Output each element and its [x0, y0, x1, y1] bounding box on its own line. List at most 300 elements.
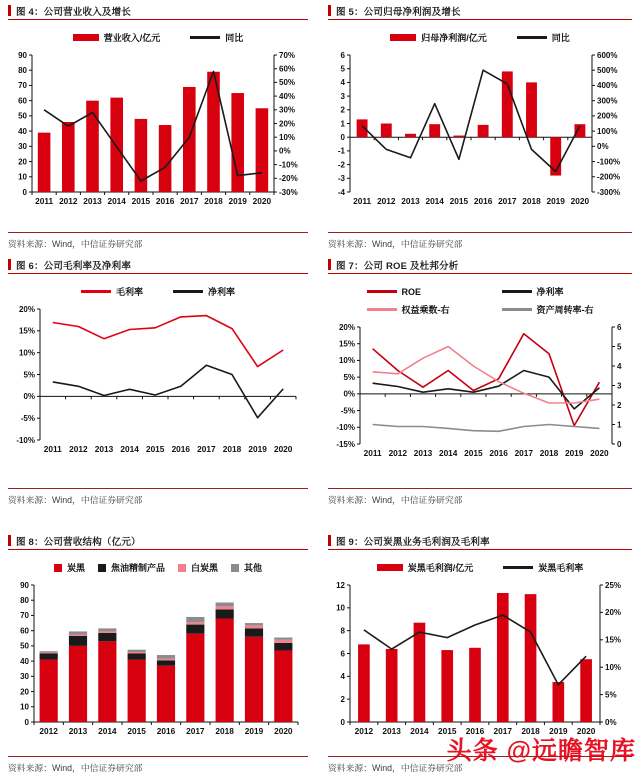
svg-text:2: 2 [340, 105, 345, 115]
svg-text:-10%: -10% [16, 435, 35, 445]
bar-segment [128, 650, 146, 652]
bar [478, 125, 489, 137]
svg-text:6: 6 [340, 50, 345, 60]
bar-segment [40, 660, 58, 722]
svg-text:2014: 2014 [98, 726, 117, 736]
source-note [8, 757, 308, 774]
svg-text:2019: 2019 [228, 196, 247, 206]
svg-text:5%: 5% [23, 370, 35, 380]
figure-title-row [328, 258, 632, 271]
svg-text:3: 3 [617, 381, 622, 391]
svg-text:3: 3 [340, 91, 345, 101]
legend-sq-swatch [178, 564, 186, 572]
title-rule [8, 19, 308, 20]
source-value: Wind，中信证券研究部 [52, 239, 143, 249]
bar [231, 93, 244, 192]
svg-text:6: 6 [340, 649, 345, 659]
svg-text:2013: 2013 [68, 726, 88, 736]
bar [580, 659, 592, 722]
legend-label: 炭黑 [66, 563, 85, 573]
left-axis [16, 305, 40, 445]
bar-segment [274, 640, 292, 643]
source-footer [8, 232, 308, 250]
category-axis [32, 192, 274, 195]
left-axis [18, 51, 32, 197]
chart-canvas-holder [8, 303, 308, 455]
source-label: 资料来源： [8, 239, 52, 249]
source-value: Wind，中信证券研究部 [372, 239, 463, 249]
svg-text:2012: 2012 [354, 726, 374, 736]
svg-text:5: 5 [617, 342, 622, 352]
svg-text:2020: 2020 [576, 726, 596, 736]
svg-text:2014: 2014 [120, 444, 139, 454]
svg-text:300%: 300% [597, 96, 618, 106]
bar-segment [98, 633, 116, 641]
svg-text:2013: 2013 [83, 196, 102, 206]
bar [453, 136, 464, 138]
bar-segment [40, 653, 58, 654]
source-footer [328, 232, 632, 250]
svg-text:40: 40 [20, 656, 29, 666]
svg-text:15%: 15% [605, 635, 622, 645]
svg-text:4: 4 [617, 361, 622, 371]
bar-segment [216, 603, 234, 607]
bar-segment [186, 617, 204, 622]
svg-text:10%: 10% [605, 663, 622, 672]
svg-text:0: 0 [617, 439, 622, 449]
legend-label: 白炭黑 [191, 563, 219, 573]
svg-text:2020: 2020 [252, 196, 272, 206]
svg-text:2013: 2013 [401, 196, 420, 206]
svg-text:2016: 2016 [155, 196, 175, 206]
svg-text:2020: 2020 [273, 444, 293, 454]
bar [469, 648, 481, 722]
svg-text:2013: 2013 [382, 726, 401, 736]
title-rule [8, 549, 308, 550]
svg-text:2013: 2013 [94, 444, 114, 454]
x-axis-labels [353, 196, 589, 206]
chart-svg-fig6 [8, 303, 308, 455]
legend-item-0 [377, 561, 474, 574]
legend-label: 其他 [244, 563, 263, 573]
svg-text:2012: 2012 [39, 726, 58, 736]
svg-text:10%: 10% [338, 356, 355, 366]
svg-text:40: 40 [18, 126, 27, 136]
svg-text:5%: 5% [343, 372, 355, 382]
svg-text:-100%: -100% [597, 157, 621, 167]
svg-text:2: 2 [617, 400, 622, 410]
bar-segment [216, 618, 234, 722]
svg-text:-20%: -20% [279, 174, 298, 184]
bar-series-0 [358, 593, 592, 722]
svg-text:40%: 40% [279, 91, 296, 101]
bar-segment [245, 625, 263, 628]
legend-sq-swatch [54, 564, 62, 572]
svg-text:2016: 2016 [171, 444, 191, 454]
legend-item-0 [73, 31, 161, 44]
bar-segment [128, 660, 146, 722]
title-rule [8, 273, 308, 274]
svg-text:20%: 20% [605, 608, 622, 618]
svg-text:2019: 2019 [546, 196, 565, 206]
title-accent-bar [8, 259, 11, 270]
bar-segment [274, 638, 292, 640]
svg-text:0%: 0% [597, 142, 609, 152]
source-value: Wind，中信证券研究部 [52, 495, 143, 505]
chart-svg-fig8 [8, 579, 308, 737]
svg-text:-30%: -30% [279, 187, 298, 197]
title-rule [328, 19, 632, 20]
title-rule [328, 549, 632, 550]
legend-item-1 [517, 31, 570, 44]
chart-svg-fig5 [328, 49, 632, 207]
chart-canvas-holder [8, 579, 308, 737]
figure-title-row [8, 258, 308, 271]
legend-item-2 [367, 303, 450, 316]
bar [256, 108, 269, 192]
legend-sq-swatch [98, 564, 106, 572]
svg-text:30: 30 [18, 142, 27, 152]
svg-text:0: 0 [340, 717, 345, 727]
line-series-0 [362, 70, 580, 171]
svg-text:4: 4 [340, 672, 345, 682]
svg-text:2020: 2020 [274, 726, 293, 736]
svg-text:2017: 2017 [493, 726, 513, 736]
toutiao-watermark: 头条 @远瞻智库 [446, 737, 636, 765]
figure-panel-7 [328, 258, 632, 506]
svg-text:2020: 2020 [590, 448, 609, 458]
legend-item-0 [367, 287, 450, 297]
svg-text:2016: 2016 [465, 726, 485, 736]
bar-segment [216, 609, 234, 618]
legend-item-0 [390, 31, 487, 44]
svg-text:2016: 2016 [156, 726, 176, 736]
bar-segment [69, 636, 87, 646]
left-axis [336, 581, 350, 727]
legend-item-1 [98, 561, 165, 574]
svg-text:12: 12 [336, 580, 345, 590]
svg-text:2018: 2018 [521, 726, 540, 736]
source-label: 资料来源： [328, 239, 372, 249]
svg-text:2018: 2018 [215, 726, 234, 736]
category-axis [350, 722, 600, 725]
svg-text:2018: 2018 [522, 196, 541, 206]
source-value: Wind，中信证券研究部 [372, 763, 463, 773]
bar [405, 134, 416, 137]
bar-segment [245, 623, 263, 625]
x-axis-labels [35, 196, 271, 206]
svg-text:70: 70 [18, 81, 27, 91]
svg-text:-4: -4 [337, 187, 345, 197]
svg-text:50: 50 [18, 111, 27, 121]
legend-label: 焦油精制产品 [110, 563, 165, 573]
legend-label: 毛利率 [115, 287, 143, 297]
svg-text:2018: 2018 [204, 196, 223, 206]
svg-text:2012: 2012 [59, 196, 78, 206]
bar [414, 623, 426, 722]
bar [525, 594, 537, 722]
svg-text:-5%: -5% [20, 413, 35, 423]
svg-text:100%: 100% [597, 126, 618, 136]
bar-segment [157, 666, 175, 722]
svg-text:2014: 2014 [425, 196, 444, 206]
line-series-0 [373, 334, 600, 426]
svg-text:500%: 500% [597, 66, 618, 76]
svg-text:20: 20 [18, 157, 27, 167]
title-accent-bar [328, 259, 331, 270]
source-label: 资料来源： [8, 495, 52, 505]
legend-line-swatch [173, 290, 203, 292]
svg-text:0: 0 [340, 133, 345, 142]
bar [526, 82, 537, 137]
chart-canvas-holder [328, 321, 632, 459]
legend-label: 炭黑毛利率 [538, 563, 584, 573]
source-note [328, 489, 632, 506]
chart-canvas-holder [328, 49, 632, 207]
svg-text:2011: 2011 [35, 196, 54, 206]
figure-title-row [328, 534, 632, 547]
svg-text:0%: 0% [605, 717, 617, 727]
bar-segment [128, 654, 146, 660]
bar-segment [245, 637, 263, 722]
svg-text:30: 30 [20, 672, 29, 682]
category-axis [360, 394, 612, 397]
svg-text:0: 0 [22, 187, 27, 197]
svg-text:2016: 2016 [489, 448, 508, 458]
svg-text:2015: 2015 [449, 196, 469, 206]
line-series-0 [44, 71, 262, 181]
bar-segment [274, 650, 292, 722]
svg-text:-200%: -200% [597, 172, 621, 182]
svg-text:90: 90 [18, 50, 27, 60]
svg-text:1: 1 [340, 119, 345, 129]
bar [429, 124, 440, 137]
svg-text:10: 10 [18, 172, 27, 182]
svg-text:-5%: -5% [340, 406, 355, 416]
title-accent-bar [8, 535, 11, 546]
legend-line-swatch [367, 308, 397, 310]
bar-segment [69, 646, 87, 722]
legend-label: 权益乘数-右 [401, 305, 450, 315]
bar-segment [186, 634, 204, 722]
figure-title-row [8, 534, 308, 547]
svg-text:60: 60 [20, 626, 29, 636]
bar [553, 682, 565, 722]
svg-text:2014: 2014 [410, 726, 429, 736]
x-axis-labels [44, 444, 293, 454]
x-axis-labels [364, 448, 609, 458]
svg-text:2015: 2015 [464, 448, 483, 458]
svg-text:-10%: -10% [279, 160, 298, 170]
bar [386, 649, 398, 722]
svg-text:50%: 50% [279, 78, 296, 88]
svg-text:2020: 2020 [570, 196, 590, 206]
figure-title-row [8, 4, 308, 17]
svg-text:2014: 2014 [438, 448, 458, 458]
legend-item-2 [178, 561, 218, 574]
legend-label: 归母净利润/亿元 [421, 33, 487, 43]
stacked-bars [40, 603, 293, 722]
legend-line-swatch [517, 36, 547, 38]
bar-segment [186, 625, 204, 634]
svg-text:-2: -2 [337, 160, 345, 170]
right-axis [612, 323, 622, 449]
legend-item-1 [502, 285, 594, 298]
line-series-1 [53, 365, 283, 417]
bar-segment [40, 654, 58, 660]
svg-text:2015: 2015 [437, 726, 457, 736]
chart-legend [8, 561, 308, 574]
svg-text:-3: -3 [337, 174, 345, 184]
svg-text:2017: 2017 [180, 196, 199, 206]
svg-text:2019: 2019 [564, 448, 584, 458]
svg-text:6: 6 [617, 322, 622, 332]
line-series-0 [53, 316, 283, 367]
figure-title: 图 9：公司炭黑业务毛利润及毛利率 [336, 537, 490, 548]
svg-text:2019: 2019 [248, 444, 267, 454]
svg-text:10%: 10% [279, 133, 296, 142]
legend-line-swatch [502, 290, 532, 292]
chart-legend [328, 285, 632, 316]
svg-text:20%: 20% [18, 304, 35, 314]
chart-canvas-holder [8, 49, 308, 207]
source-note [328, 233, 632, 250]
svg-text:-10%: -10% [336, 423, 355, 433]
svg-text:0%: 0% [23, 392, 35, 402]
chart-svg-fig9 [328, 579, 632, 737]
bar-segment [128, 652, 146, 654]
figure-panel-4 [8, 4, 308, 250]
figure-title: 图 7：公司 ROE 及杜邦分析 [336, 261, 459, 272]
svg-text:2011: 2011 [363, 448, 382, 458]
left-axis [336, 323, 360, 449]
chart-svg-fig4 [8, 49, 308, 207]
legend-line-swatch [190, 36, 220, 38]
svg-text:20%: 20% [279, 119, 296, 129]
legend-item-1 [190, 31, 243, 44]
svg-text:400%: 400% [597, 81, 618, 91]
chart-legend [8, 285, 308, 298]
source-value: Wind，中信证券研究部 [52, 763, 143, 773]
legend-label: 同比 [225, 33, 244, 43]
left-axis [20, 581, 34, 727]
legend-item-3 [502, 303, 594, 316]
source-note [8, 233, 308, 250]
svg-text:-15%: -15% [336, 439, 355, 449]
svg-text:60%: 60% [279, 64, 296, 74]
bar-segment [98, 631, 116, 633]
svg-text:2017: 2017 [514, 448, 534, 458]
legend-bar-swatch [73, 34, 99, 41]
svg-text:90: 90 [20, 580, 29, 590]
svg-text:2015: 2015 [145, 444, 165, 454]
bar-segment [98, 641, 116, 722]
svg-text:5: 5 [340, 64, 345, 74]
figure-title: 图 5：公司归母净利润及增长 [336, 7, 461, 18]
legend-item-1 [503, 561, 583, 574]
svg-text:30%: 30% [279, 105, 296, 115]
bar-segment [157, 659, 175, 661]
svg-text:-300%: -300% [597, 187, 621, 197]
right-axis [274, 51, 298, 197]
legend-bar-swatch [390, 34, 416, 41]
svg-text:2011: 2011 [353, 196, 372, 206]
bar-segment [40, 651, 58, 653]
right-axis [600, 581, 621, 727]
svg-text:4: 4 [340, 78, 345, 88]
figure-title: 图 8：公司营收结构（亿元） [16, 537, 141, 548]
svg-text:8: 8 [340, 626, 345, 636]
svg-text:2013: 2013 [413, 448, 433, 458]
svg-text:2014: 2014 [107, 196, 126, 206]
svg-text:600%: 600% [597, 50, 618, 60]
svg-text:2012: 2012 [377, 196, 396, 206]
figure-panel-6 [8, 258, 308, 506]
title-accent-bar [328, 535, 331, 546]
svg-text:2019: 2019 [549, 726, 568, 736]
figure-title-row [328, 4, 632, 17]
svg-text:70: 70 [20, 611, 29, 621]
svg-text:5%: 5% [605, 690, 617, 700]
legend-item-0 [54, 561, 85, 574]
title-rule [328, 273, 632, 274]
legend-label: 净利率 [208, 287, 236, 297]
bar-segment [216, 606, 234, 609]
legend-label: 炭黑毛利润/亿元 [407, 563, 474, 573]
legend-line-swatch [503, 566, 533, 568]
bar [358, 644, 370, 722]
legend-bar-swatch [377, 564, 403, 571]
x-axis-labels [39, 726, 293, 736]
svg-text:60: 60 [18, 96, 27, 106]
bar [62, 122, 75, 192]
bar [38, 133, 51, 192]
chart-legend [8, 31, 308, 44]
svg-text:2018: 2018 [539, 448, 559, 458]
svg-text:15%: 15% [338, 339, 355, 349]
svg-text:0%: 0% [279, 146, 291, 156]
bar-segment [186, 622, 204, 624]
bar-segment [274, 643, 292, 651]
legend-item-1 [173, 285, 235, 298]
bar-series-0 [357, 71, 586, 175]
source-footer [328, 488, 632, 506]
chart-svg-fig7 [328, 321, 632, 459]
legend-label: 净利率 [536, 287, 564, 297]
svg-text:2012: 2012 [69, 444, 88, 454]
legend-label: ROE [401, 286, 422, 297]
legend-item-0 [81, 285, 143, 298]
legend-label: 营业收入/亿元 [103, 33, 161, 43]
bar [357, 119, 368, 137]
svg-text:10: 10 [336, 603, 345, 613]
svg-text:2019: 2019 [244, 726, 264, 736]
svg-text:0: 0 [24, 717, 29, 727]
svg-text:2018: 2018 [222, 444, 242, 454]
svg-text:20: 20 [20, 687, 29, 697]
bar [441, 650, 453, 722]
chart-legend [328, 561, 632, 574]
legend-sq-swatch [231, 564, 239, 572]
legend-line-swatch [502, 308, 532, 310]
source-note [8, 489, 308, 506]
bar [381, 124, 392, 138]
svg-text:10%: 10% [18, 348, 35, 358]
right-axis [592, 51, 620, 197]
chart-legend [328, 31, 632, 44]
category-axis [40, 396, 296, 399]
svg-text:1: 1 [617, 420, 622, 430]
